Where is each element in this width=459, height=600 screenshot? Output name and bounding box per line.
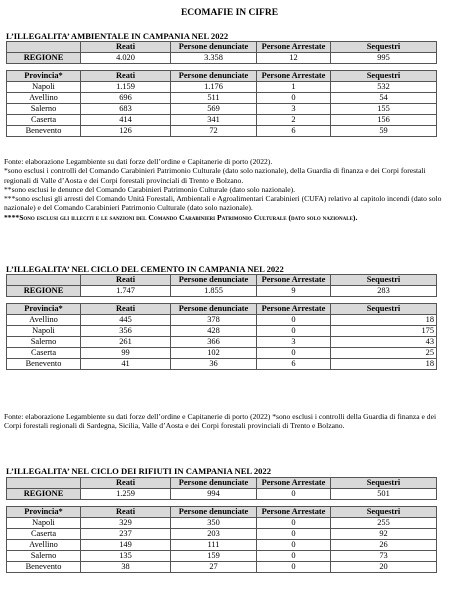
header-cell: Reati xyxy=(81,304,171,315)
prov-cell: Caserta xyxy=(7,529,81,540)
region-arrestate: 12 xyxy=(257,53,331,64)
notes-ambientale xyxy=(4,157,450,222)
sequestri-cell: 59 xyxy=(331,126,437,137)
reati-cell: 261 xyxy=(81,337,171,348)
table-row xyxy=(7,529,437,540)
table-row xyxy=(7,551,437,562)
table-row xyxy=(7,82,437,93)
header-cell: Reati xyxy=(81,71,171,82)
arrestate-cell: 0 xyxy=(257,540,331,551)
arrestate-cell: 0 xyxy=(257,315,331,326)
header-cell: Persone denunciate xyxy=(171,275,257,286)
prov-cell: Caserta xyxy=(7,115,81,126)
reati-cell: 126 xyxy=(81,126,171,137)
arrestate-cell: 0 xyxy=(257,529,331,540)
arrestate-cell: 0 xyxy=(257,551,331,562)
sequestri-cell: 54 xyxy=(331,93,437,104)
prov-cell: Avellino xyxy=(7,93,81,104)
denunciate-cell: 72 xyxy=(171,126,257,137)
notes-cemento xyxy=(4,412,450,431)
reati-cell: 696 xyxy=(81,93,171,104)
source-note: Fonte: elaborazione Legambiente su dati forze dell’ordine e Capitanerie di porto (2022) *sono esclusi i controlli della Guardia di finanza e dei Corpi forestali regionali di Sardegna, Sicilia, Valle d’Aosta e dei Corpi forestali provinciali di Trento e Bolzano. xyxy=(4,412,437,431)
prov-cell: Benevento xyxy=(7,126,81,137)
arrestate-cell: 6 xyxy=(257,126,331,137)
reati-cell: 329 xyxy=(81,518,171,529)
header-cell: Sequestri xyxy=(331,304,437,315)
table-row xyxy=(7,93,437,104)
section-title-ambientale: L’ILLEGALITA’ AMBIENTALE IN CAMPANIA NEL 2022 xyxy=(6,31,229,41)
header-cell: Persone Arrestate xyxy=(257,507,331,518)
reati-cell: 356 xyxy=(81,326,171,337)
arrestate-cell: 1 xyxy=(257,82,331,93)
prov-cell: Salerno xyxy=(7,551,81,562)
denunciate-cell: 111 xyxy=(171,540,257,551)
table-header-row xyxy=(7,71,437,82)
sequestri-cell: 20 xyxy=(331,562,437,573)
header-cell: Reati xyxy=(81,507,171,518)
table-row xyxy=(7,562,437,573)
footnote: ***sono esclusi gli arresti del Comando Unità Forestali, Ambientali e Agroalimentari Carabinieri (CUFA) relativo al capitolo incendi (dato solo nazionale) e del Comando Carabinieri Patrimonio Culturale (dato solo nazionale). xyxy=(4,194,442,213)
arrestate-cell: 0 xyxy=(257,326,331,337)
header-cell xyxy=(7,42,81,53)
region-reati: 1.259 xyxy=(81,489,171,500)
header-cell: Persone denunciate xyxy=(171,71,257,82)
header-cell: Persone denunciate xyxy=(171,478,257,489)
reati-cell: 1.159 xyxy=(81,82,171,93)
sequestri-cell: 255 xyxy=(331,518,437,529)
prov-cell: Avellino xyxy=(7,540,81,551)
arrestate-cell: 6 xyxy=(257,359,331,370)
region-sequestri: 995 xyxy=(331,53,437,64)
header-cell: Persone denunciate xyxy=(171,304,257,315)
sequestri-cell: 175 xyxy=(331,326,437,337)
table-header-row xyxy=(7,304,437,315)
table-header-row xyxy=(7,507,437,518)
prov-cell: Salerno xyxy=(7,337,81,348)
header-cell: Sequestri xyxy=(331,71,437,82)
table-ambientale xyxy=(6,41,437,137)
header-cell: Provincia* xyxy=(7,507,81,518)
denunciate-cell: 511 xyxy=(171,93,257,104)
header-cell: Reati xyxy=(81,42,171,53)
header-cell: Reati xyxy=(81,478,171,489)
prov-cell: Salerno xyxy=(7,104,81,115)
region-row xyxy=(7,286,437,297)
prov-cell: Benevento xyxy=(7,562,81,573)
region-reati: 4.020 xyxy=(81,53,171,64)
header-cell: Persone Arrestate xyxy=(257,275,331,286)
table-row xyxy=(7,115,437,126)
reati-cell: 99 xyxy=(81,348,171,359)
header-cell xyxy=(7,275,81,286)
denunciate-cell: 428 xyxy=(171,326,257,337)
reati-cell: 149 xyxy=(81,540,171,551)
region-row xyxy=(7,489,437,500)
reati-cell: 41 xyxy=(81,359,171,370)
sequestri-cell: 43 xyxy=(331,337,437,348)
sequestri-cell: 18 xyxy=(331,359,437,370)
header-cell: Persone denunciate xyxy=(171,507,257,518)
region-sequestri: 501 xyxy=(331,489,437,500)
denunciate-cell: 366 xyxy=(171,337,257,348)
reati-cell: 38 xyxy=(81,562,171,573)
region-sequestri: 283 xyxy=(331,286,437,297)
prov-cell: Caserta xyxy=(7,348,81,359)
table-header-row xyxy=(7,42,437,53)
table-row xyxy=(7,326,437,337)
region-label: REGIONE xyxy=(7,53,81,64)
region-label: REGIONE xyxy=(7,489,81,500)
footnote: ****Sono esclusi gli illeciti e le sanzioni del Comando Carabinieri Patrimonio Culturale (dato solo nazionale). xyxy=(4,212,358,222)
arrestate-cell: 0 xyxy=(257,348,331,359)
denunciate-cell: 27 xyxy=(171,562,257,573)
region-row xyxy=(7,53,437,64)
header-cell: Sequestri xyxy=(331,42,437,53)
sequestri-cell: 26 xyxy=(331,540,437,551)
denunciate-cell: 378 xyxy=(171,315,257,326)
header-cell: Sequestri xyxy=(331,507,437,518)
region-arrestate: 0 xyxy=(257,489,331,500)
arrestate-cell: 0 xyxy=(257,562,331,573)
table-row xyxy=(7,315,437,326)
denunciate-cell: 341 xyxy=(171,115,257,126)
table-header-row xyxy=(7,478,437,489)
spacer-row xyxy=(7,500,437,507)
sequestri-cell: 532 xyxy=(331,82,437,93)
section-title-rifiuti: L’ILLEGALITA’ NEL CICLO DEI RIFIUTI IN CAMPANIA NEL 2022 xyxy=(6,466,272,476)
region-label: REGIONE xyxy=(7,286,81,297)
table-row xyxy=(7,126,437,137)
table-row xyxy=(7,518,437,529)
denunciate-cell: 350 xyxy=(171,518,257,529)
header-cell xyxy=(7,478,81,489)
header-cell: Persone denunciate xyxy=(171,42,257,53)
page-title: ECOMAFIE IN CIFRE xyxy=(180,8,279,18)
reati-cell: 414 xyxy=(81,115,171,126)
denunciate-cell: 203 xyxy=(171,529,257,540)
table-row xyxy=(7,348,437,359)
sequestri-cell: 18 xyxy=(331,315,437,326)
arrestate-cell: 3 xyxy=(257,104,331,115)
prov-cell: Napoli xyxy=(7,82,81,93)
table-row xyxy=(7,104,437,115)
region-denunciate: 3.358 xyxy=(171,53,257,64)
header-cell: Persone Arrestate xyxy=(257,478,331,489)
reati-cell: 683 xyxy=(81,104,171,115)
denunciate-cell: 569 xyxy=(171,104,257,115)
reati-cell: 237 xyxy=(81,529,171,540)
footnote: **sono esclusi le denunce del Comando Carabinieri Patrimonio Culturale (dato solo nazionale). xyxy=(4,184,296,194)
sequestri-cell: 25 xyxy=(331,348,437,359)
spacer-row xyxy=(7,64,437,71)
header-cell: Provincia* xyxy=(7,304,81,315)
source-note: Fonte: elaborazione Legambiente su dati forze dell’ordine e Capitanerie di porto (2022). xyxy=(4,157,273,166)
region-arrestate: 9 xyxy=(257,286,331,297)
arrestate-cell: 2 xyxy=(257,115,331,126)
reati-cell: 135 xyxy=(81,551,171,562)
header-cell: Persone Arrestate xyxy=(257,304,331,315)
header-cell: Persone Arrestate xyxy=(257,71,331,82)
table-cemento xyxy=(6,274,437,370)
arrestate-cell: 0 xyxy=(257,93,331,104)
table-rifiuti xyxy=(6,477,437,573)
sequestri-cell: 155 xyxy=(331,104,437,115)
header-cell: Sequestri xyxy=(331,478,437,489)
header-cell: Persone Arrestate xyxy=(257,42,331,53)
prov-cell: Avellino xyxy=(7,315,81,326)
prov-cell: Napoli xyxy=(7,518,81,529)
denunciate-cell: 159 xyxy=(171,551,257,562)
section-title-cemento: L’ILLEGALITA’ NEL CICLO DEL CEMENTO IN CAMPANIA NEL 2022 xyxy=(6,264,284,274)
spacer-row xyxy=(7,297,437,304)
arrestate-cell: 0 xyxy=(257,518,331,529)
denunciate-cell: 1.176 xyxy=(171,82,257,93)
denunciate-cell: 102 xyxy=(171,348,257,359)
region-denunciate: 1.855 xyxy=(171,286,257,297)
region-reati: 1.747 xyxy=(81,286,171,297)
table-header-row xyxy=(7,275,437,286)
prov-cell: Napoli xyxy=(7,326,81,337)
prov-cell: Benevento xyxy=(7,359,81,370)
table-row xyxy=(7,359,437,370)
header-cell: Provincia* xyxy=(7,71,81,82)
sequestri-cell: 73 xyxy=(331,551,437,562)
sequestri-cell: 156 xyxy=(331,115,437,126)
arrestate-cell: 3 xyxy=(257,337,331,348)
denunciate-cell: 36 xyxy=(171,359,257,370)
sequestri-cell: 92 xyxy=(331,529,437,540)
reati-cell: 445 xyxy=(81,315,171,326)
header-cell: Sequestri xyxy=(331,275,437,286)
header-cell: Reati xyxy=(81,275,171,286)
footnote: *sono esclusi i controlli del Comando Carabinieri Patrimonio Culturale (dato solo nazionale), della Guardia di finanza e dei Corpi forestali regionali di Valle d’Aosta e dei Corpi forestali provinciali di Trento e Bolzano. xyxy=(4,166,426,185)
table-row xyxy=(7,540,437,551)
table-row xyxy=(7,337,437,348)
region-denunciate: 994 xyxy=(171,489,257,500)
